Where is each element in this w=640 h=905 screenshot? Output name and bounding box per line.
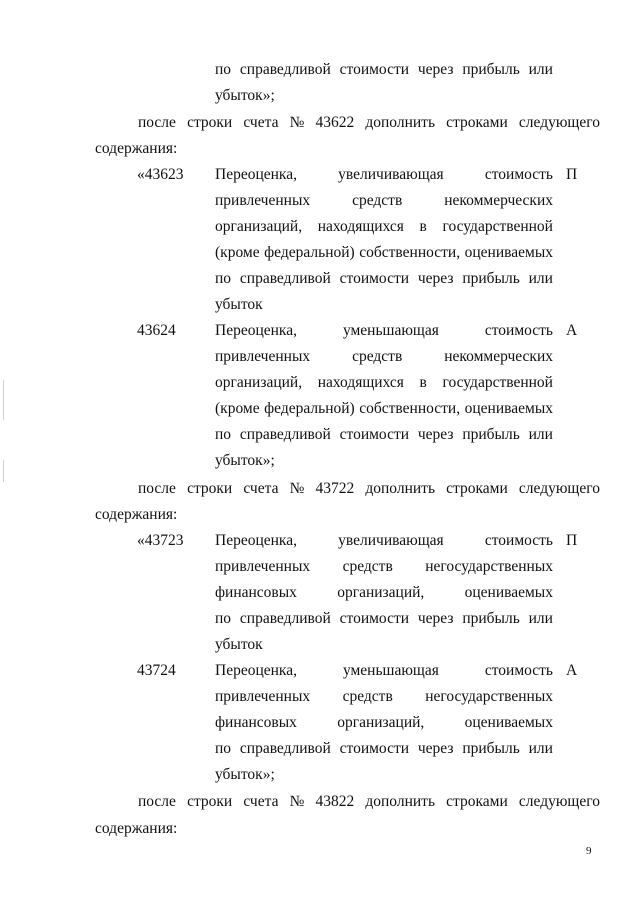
word: оцениваемых — [464, 584, 553, 601]
account-description-line — [215, 400, 553, 418]
word: 43822 — [315, 793, 355, 810]
word: 43722 — [315, 480, 355, 497]
word: строки — [187, 793, 233, 810]
word: финансовых — [215, 714, 297, 731]
word: дополнить — [365, 480, 436, 497]
word: Переоценка, — [215, 166, 297, 183]
account-description-line — [215, 374, 553, 392]
word: дополнить — [365, 114, 436, 131]
word: финансовых — [215, 584, 297, 601]
word: № — [289, 480, 305, 497]
account-description-line — [215, 584, 553, 602]
account-description-line — [215, 218, 553, 236]
word: негосударственных — [425, 688, 553, 705]
word: увеличивающая — [338, 532, 444, 549]
account-type: А — [566, 322, 578, 339]
word: государственной — [442, 218, 553, 235]
account-description-line — [215, 558, 553, 576]
intro-line-1 — [215, 61, 553, 79]
word: собственности, — [359, 400, 461, 417]
word: следующего — [518, 114, 600, 131]
account-code: 43624 — [137, 322, 176, 339]
word: средств — [342, 558, 393, 575]
word: прибыль — [462, 426, 520, 443]
word: строками — [446, 793, 508, 810]
account-description-line — [215, 662, 553, 680]
word: через — [417, 270, 454, 287]
account-type: П — [566, 532, 578, 549]
account-description-line: убыток»; — [215, 766, 275, 783]
account-description-line — [215, 322, 553, 340]
word: стоимости — [339, 61, 410, 78]
word: № — [289, 793, 305, 810]
word: находящихся — [317, 218, 404, 235]
word: оцениваемых — [464, 244, 553, 261]
instruction-line: содержания: — [95, 140, 178, 157]
account-description-line: убыток — [215, 296, 263, 313]
word: Переоценка, — [215, 322, 297, 339]
word: дополнить — [365, 793, 436, 810]
word: средств — [342, 688, 393, 705]
account-description-line — [215, 244, 553, 262]
account-description-line — [215, 532, 553, 550]
word: счета — [243, 480, 279, 497]
word: средств — [352, 192, 403, 209]
word: счета — [243, 114, 279, 131]
account-description-line: убыток — [215, 636, 263, 653]
word: по — [215, 426, 232, 443]
word: организаций, — [337, 584, 425, 601]
account-description-line — [215, 740, 553, 758]
word: стоимости — [339, 270, 410, 287]
word: после — [138, 793, 176, 810]
account-code: 43724 — [137, 662, 176, 679]
word: федеральной) — [264, 400, 355, 417]
word: прибыль — [462, 740, 520, 757]
scan-margin-mark — [3, 380, 4, 420]
word: или — [528, 61, 553, 78]
instruction-line: содержания: — [95, 820, 178, 837]
account-description-line: убыток»; — [215, 452, 275, 469]
word: привлеченных — [215, 558, 311, 575]
account-description-line — [215, 192, 553, 210]
word: находящихся — [317, 374, 404, 391]
word: привлеченных — [215, 688, 311, 705]
account-code: «43623 — [137, 166, 184, 183]
word: привлеченных — [215, 348, 311, 365]
word: справедливой — [239, 426, 331, 443]
word: средств — [352, 348, 403, 365]
word: строки — [187, 114, 233, 131]
word: следующего — [518, 793, 600, 810]
word: некоммерческих — [444, 192, 553, 209]
word: (кроме — [215, 400, 260, 417]
word: по — [215, 610, 232, 627]
word: справедливой — [239, 270, 331, 287]
word: организаций, — [215, 218, 303, 235]
word: Переоценка, — [215, 662, 297, 679]
word: справедливой — [239, 61, 331, 78]
word: собственности, — [359, 244, 461, 261]
account-type: П — [566, 166, 578, 183]
word: строки — [187, 480, 233, 497]
account-description-line — [215, 610, 553, 628]
word: или — [528, 610, 553, 627]
word: оцениваемых — [464, 400, 553, 417]
word: № — [289, 114, 305, 131]
word: стоимость — [484, 322, 553, 339]
word: (кроме — [215, 244, 260, 261]
word: увеличивающая — [338, 166, 444, 183]
instruction-line — [138, 480, 600, 498]
word: счета — [243, 793, 279, 810]
word: организаций, — [337, 714, 425, 731]
word: или — [528, 270, 553, 287]
word: негосударственных — [425, 558, 553, 575]
word: через — [417, 740, 454, 757]
word: Переоценка, — [215, 532, 297, 549]
word: стоимость — [484, 662, 553, 679]
word: федеральной) — [264, 244, 355, 261]
word: через — [417, 61, 454, 78]
word: в — [419, 218, 427, 235]
account-description-line — [215, 166, 553, 184]
word: справедливой — [239, 610, 331, 627]
word: стоимость — [484, 532, 553, 549]
instruction-line: содержания: — [95, 506, 178, 523]
page-number: 9 — [586, 845, 592, 857]
word: по — [215, 740, 232, 757]
word: стоимости — [339, 610, 410, 627]
account-type: А — [566, 662, 578, 679]
word: в — [419, 374, 427, 391]
word: по — [215, 270, 232, 287]
word: оцениваемых — [464, 714, 553, 731]
word: через — [417, 610, 454, 627]
intro-line-2: убыток»; — [215, 87, 275, 104]
word: следующего — [518, 480, 600, 497]
word: организаций, — [215, 374, 303, 391]
word: прибыль — [462, 61, 520, 78]
word: стоимость — [484, 166, 553, 183]
instruction-line — [138, 114, 600, 132]
word: некоммерческих — [444, 348, 553, 365]
word: после — [138, 114, 176, 131]
word: справедливой — [239, 740, 331, 757]
word: уменьшающая — [342, 662, 439, 679]
word: привлеченных — [215, 192, 311, 209]
word: государственной — [442, 374, 553, 391]
word: строками — [446, 480, 508, 497]
word: строками — [446, 114, 508, 131]
account-description-line — [215, 688, 553, 706]
word: стоимости — [339, 740, 410, 757]
scan-margin-mark — [3, 460, 4, 482]
word: после — [138, 480, 176, 497]
word: или — [528, 426, 553, 443]
word: 43622 — [315, 114, 355, 131]
word: прибыль — [462, 270, 520, 287]
word: или — [528, 740, 553, 757]
word: стоимости — [339, 426, 410, 443]
word: уменьшающая — [342, 322, 439, 339]
word: через — [417, 426, 454, 443]
account-description-line — [215, 348, 553, 366]
word: прибыль — [462, 610, 520, 627]
account-description-line — [215, 270, 553, 288]
account-description-line — [215, 714, 553, 732]
word: по — [215, 61, 232, 78]
account-code: «43723 — [137, 532, 184, 549]
instruction-line — [138, 793, 600, 811]
account-description-line — [215, 426, 553, 444]
